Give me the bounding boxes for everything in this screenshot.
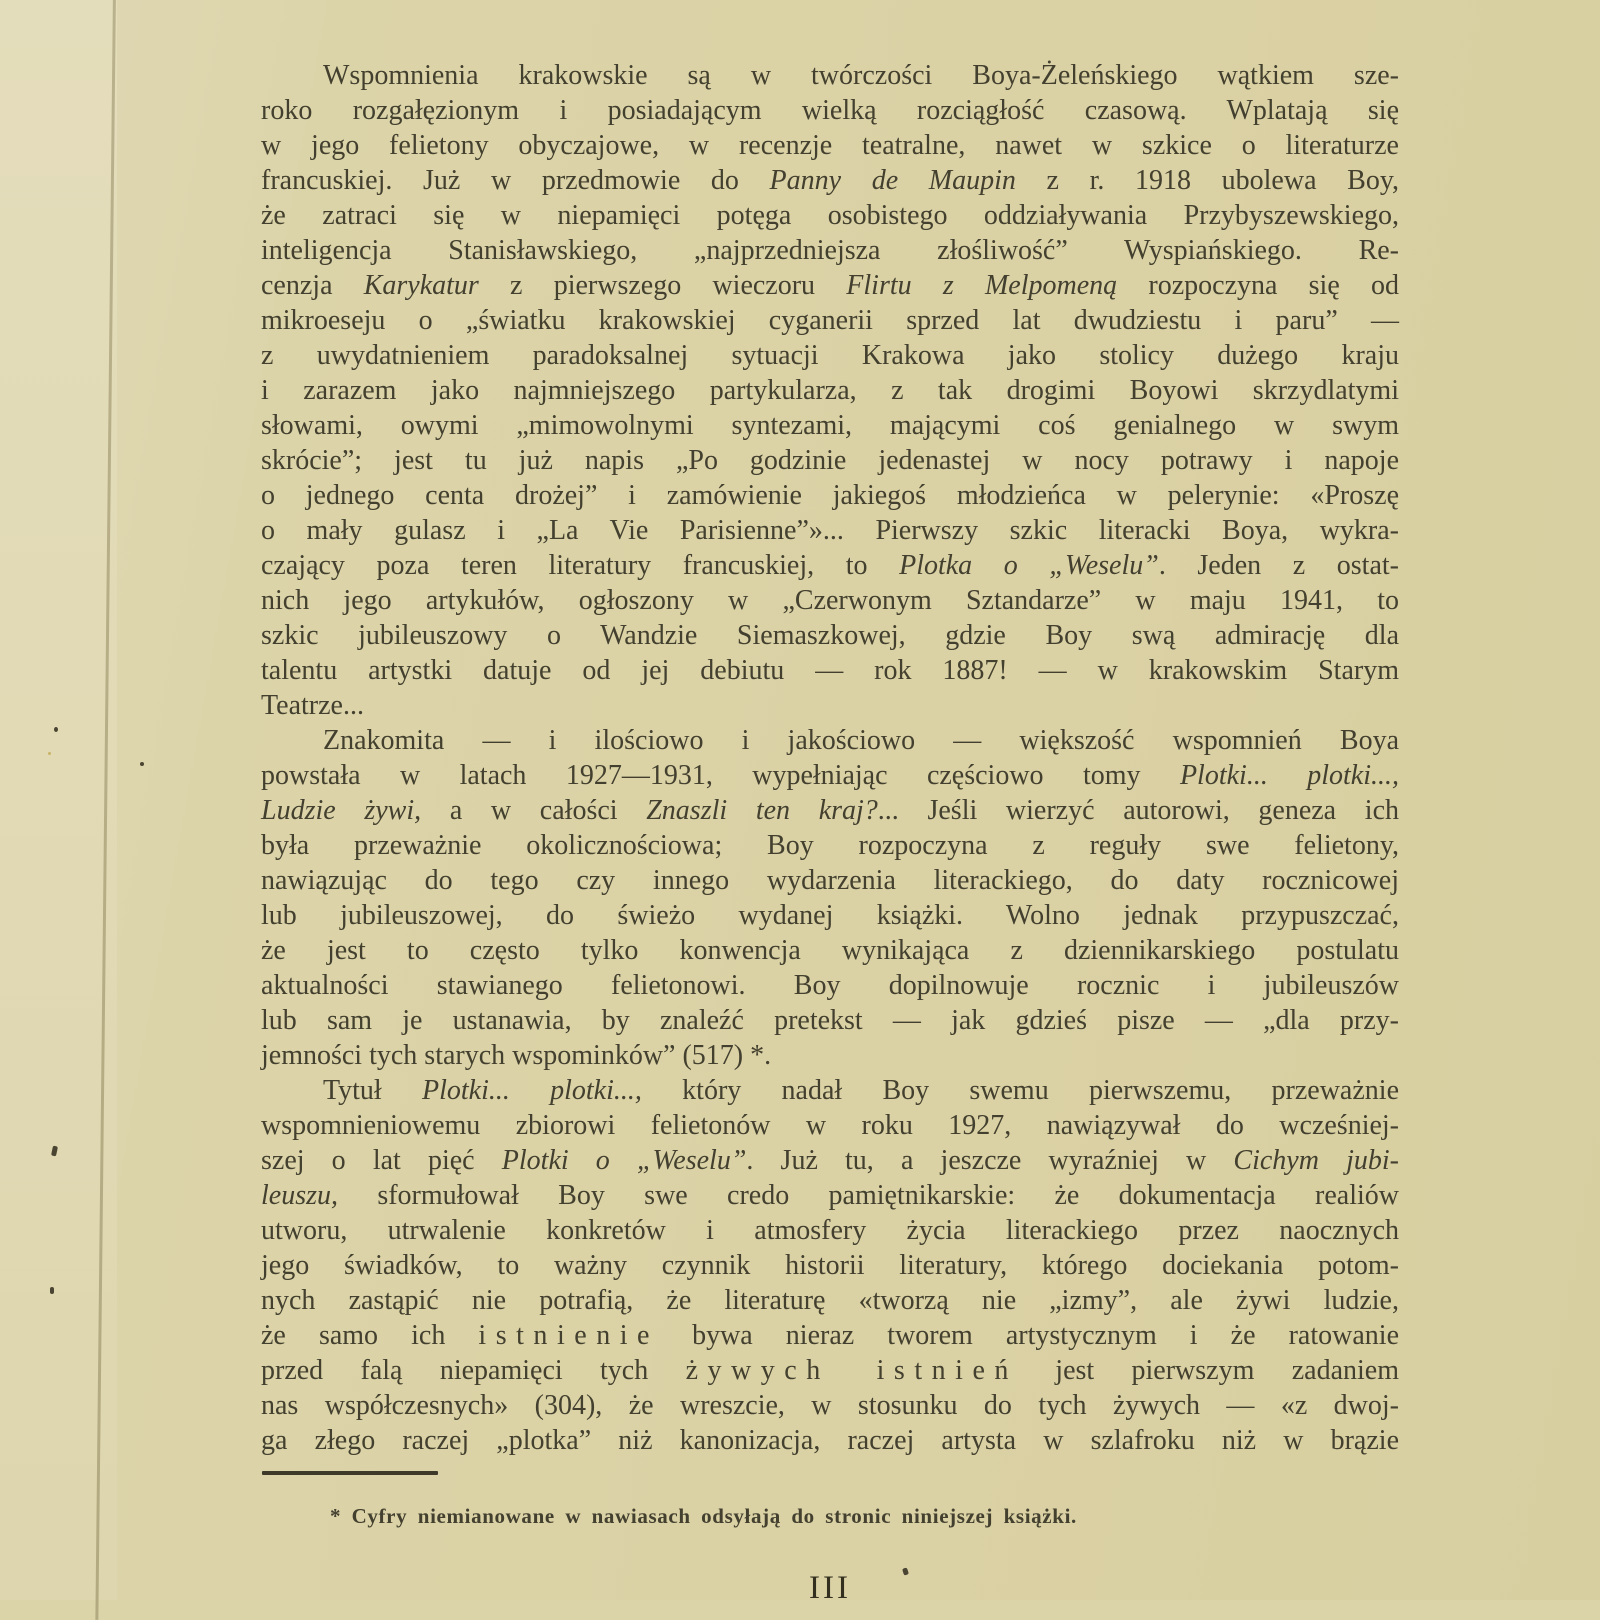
text-segment: że zatraci się w niepamięci potęga osobistego oddziaływania Przybyszewskiego,: [261, 200, 1399, 231]
text-line: [261, 1318, 1399, 1353]
text-segment: talentu artystki datuje od jej debiutu — rok 1887! — w krakowskim Starym: [261, 655, 1399, 686]
text-segment: inteligencja Stanisławskiego, „najprzedniejsza złośliwość” Wyspiańskiego. Re-: [261, 235, 1399, 266]
text-segment: Plotka o „Weselu”: [899, 550, 1159, 581]
text-line: [261, 1143, 1399, 1178]
text-segment: Tytuł: [323, 1075, 422, 1106]
text-segment: Ludzie żywi,: [261, 795, 422, 826]
text-segment: jego świadków, to ważny czynnik historii literatury, którego dociekania potom-: [261, 1250, 1399, 1281]
text-line: [261, 373, 1399, 408]
text-segment: Znaszli ten kraj?: [646, 795, 878, 826]
text-segment: nych zastąpić nie potrafią, że literaturę «tworzą nie „izmy”, ale żywi ludzie,: [261, 1285, 1399, 1316]
text-line: [261, 128, 1399, 163]
text-line: [261, 303, 1399, 338]
text-line: [261, 1283, 1399, 1318]
body-text: [261, 58, 1399, 1458]
text-segment: powstała w latach 1927—1931, wypełniając częściowo tomy: [261, 760, 1180, 791]
paper-speck: [48, 752, 51, 755]
text-segment: nawiązując do tego czy innego wydarzenia literackiego, do daty rocznicowej: [261, 865, 1399, 896]
text-segment: lub sam je ustanawia, by znaleźć pretekst — jak gdzieś pisze — „dla przy-: [261, 1005, 1399, 1036]
text-line: [261, 653, 1399, 688]
footnote-rule: [262, 1471, 438, 1475]
paper-speck: [140, 762, 144, 766]
text-line: [261, 688, 1399, 723]
text-line: [261, 1213, 1399, 1248]
text-segment: i zarazem jako najmniejszego partykularza, z tak drogimi Boyowi skrzydlatymi: [261, 375, 1399, 406]
text-segment: Panny de Maupin: [769, 165, 1016, 196]
text-segment: Wspomnienia krakowskie są w twórczości Boya-Żeleńskiego wątkiem sze-: [323, 60, 1399, 91]
text-segment: nas współczesnych» (304), że wreszcie, w stosunku do tych żywych — «z dwoj-: [261, 1390, 1399, 1421]
page-number: III: [809, 1570, 851, 1606]
text-segment: leuszu,: [261, 1180, 338, 1211]
text-line: [261, 1388, 1399, 1423]
paper-speck: [50, 1287, 54, 1294]
text-line: [261, 58, 1399, 93]
text-segment: mikroeseju o „światku krakowskiej cyganerii sprzed lat dwudziestu i paru” —: [261, 305, 1399, 336]
text-segment: . Już tu, a jeszcze wyraźniej w: [746, 1145, 1234, 1176]
paper-speck: [54, 727, 58, 732]
text-segment: rozpoczyna się od: [1117, 270, 1399, 301]
text-line: [261, 1423, 1399, 1458]
text-segment: że jest to często tylko konwencja wynikająca z dziennikarskiego postulatu: [261, 935, 1399, 966]
text-line: [261, 828, 1399, 863]
footnote-text: * Cyfry niemianowane w nawiasach odsyłają do stronic niniejszej książki.: [330, 1504, 1077, 1528]
text-segment: istnienie: [478, 1320, 659, 1351]
text-segment: a w całości: [421, 795, 647, 826]
text-line: [261, 933, 1399, 968]
text-line: [261, 1248, 1399, 1283]
text-segment: nich jego artykułów, ogłoszony w „Czerwonym Sztandarze” w maju 1941, to: [261, 585, 1399, 616]
text-segment: . Jeden z ostat-: [1158, 550, 1399, 581]
text-segment: o jednego centa drożej” i zamówienie jakiegoś młodzieńca w pelerynie: «Proszę: [261, 480, 1399, 511]
text-segment: w jego felietony obyczajowe, w recenzje teatralne, nawet w szkice o literaturze: [261, 130, 1399, 161]
text-line: [261, 513, 1399, 548]
text-line: [261, 338, 1399, 373]
text-line: [261, 723, 1399, 758]
text-segment: szej o lat pięć: [261, 1145, 502, 1176]
text-segment: bywa nieraz tworem artystycznym i że ratowanie: [658, 1320, 1399, 1351]
text-segment: ga złego raczej „plotka” niż kanonizacja, raczej artysta w szlafroku niż w brązie: [261, 1425, 1399, 1456]
text-segment: Plotki o „Weselu”: [501, 1145, 747, 1176]
text-segment: słowami, owymi „mimowolnymi syntezami, mającymi coś genialnego w swym: [261, 410, 1399, 441]
text-line: [261, 443, 1399, 478]
text-segment: jemności tych starych wspominków” (517) *.: [261, 1040, 772, 1071]
text-line: [261, 618, 1399, 653]
text-line: [261, 268, 1399, 303]
text-line: [261, 1073, 1399, 1108]
text-segment: z uwydatnieniem paradoksalnej sytuacji Krakowa jako stolicy dużego kraju: [261, 340, 1399, 371]
text-segment: była przeważnie okolicznościowa; Boy rozpoczyna z reguły swe felietony,: [261, 830, 1399, 861]
text-segment: z r. 1918 ubolewa Boy,: [1015, 165, 1399, 196]
text-segment: Karykatur: [363, 270, 479, 301]
text-line: [261, 233, 1399, 268]
text-line: [261, 163, 1399, 198]
text-line: [261, 478, 1399, 513]
text-segment: z pierwszego wieczoru: [478, 270, 847, 301]
text-line: [261, 863, 1399, 898]
text-segment: o mały gulasz i „La Vie Parisienne”»... Pierwszy szkic literacki Boya, wykra-: [261, 515, 1399, 546]
text-line: [261, 93, 1399, 128]
text-line: [261, 1353, 1399, 1388]
text-line: [261, 1038, 1399, 1073]
text-segment: skrócie”; jest tu już napis „Po godzinie jedenastej w nocy potrawy i napoje: [261, 445, 1399, 476]
text-segment: Teatrze...: [261, 690, 364, 721]
text-segment: szkic jubileuszowy o Wandzie Siemaszkowej, gdzie Boy swą admirację dla: [261, 620, 1399, 651]
text-line: [261, 1108, 1399, 1143]
text-segment: Flirtu z Melpomeną: [846, 270, 1118, 301]
text-segment: cenzja: [261, 270, 364, 301]
text-segment: sformułował Boy swe credo pamiętnikarskie: że dokumentacja realiów: [338, 1180, 1399, 1211]
text-line: [261, 793, 1399, 828]
text-segment: Znakomita — i ilościowo i jakościowo — większość wspomnień Boya: [323, 725, 1399, 756]
text-segment: przed falą niepamięci tych: [261, 1355, 686, 1386]
text-segment: wspomnieniowemu zbiorowi felietonów w roku 1927, nawiązywał do wcześniej-: [261, 1110, 1399, 1141]
text-segment: Plotki... plotki...,: [421, 1075, 642, 1106]
text-segment: aktualności stawianego felietonowi. Boy dopilnowuje rocznic i jubileuszów: [261, 970, 1399, 1001]
text-line: [261, 968, 1399, 1003]
text-segment: francuskiej. Już w przedmowie do: [261, 165, 770, 196]
text-line: [261, 1178, 1399, 1213]
text-segment: ... Jeśli wierzyć autorowi, geneza ich: [877, 795, 1399, 826]
text-segment: który nadał Boy swemu pierwszemu, przeważnie: [641, 1075, 1399, 1106]
text-segment: utworu, utrwalenie konkretów i atmosfery życia literackiego przez naocznych: [261, 1215, 1399, 1246]
text-line: [261, 408, 1399, 443]
text-segment: Plotki... plotki...,: [1179, 760, 1400, 791]
text-segment: Cichym jubi-: [1233, 1145, 1399, 1176]
text-segment: jest pierwszym zadaniem: [1017, 1355, 1399, 1386]
text-segment: lub jubileuszowej, do świeżo wydanej książki. Wolno jednak przypuszczać,: [261, 900, 1399, 931]
text-segment: roko rozgałęzionym i posiadającym wielką rozciągłość czasową. Wplatają się: [261, 95, 1399, 126]
text-line: [261, 758, 1399, 793]
text-line: [261, 1003, 1399, 1038]
text-line: [261, 198, 1399, 233]
text-segment: czający poza teren literatury francuskiej, to: [261, 550, 900, 581]
text-segment: żywych istnień: [685, 1355, 1018, 1386]
text-segment: że samo ich: [261, 1320, 479, 1351]
text-line: [261, 583, 1399, 618]
text-line: [261, 548, 1399, 583]
text-line: [261, 898, 1399, 933]
